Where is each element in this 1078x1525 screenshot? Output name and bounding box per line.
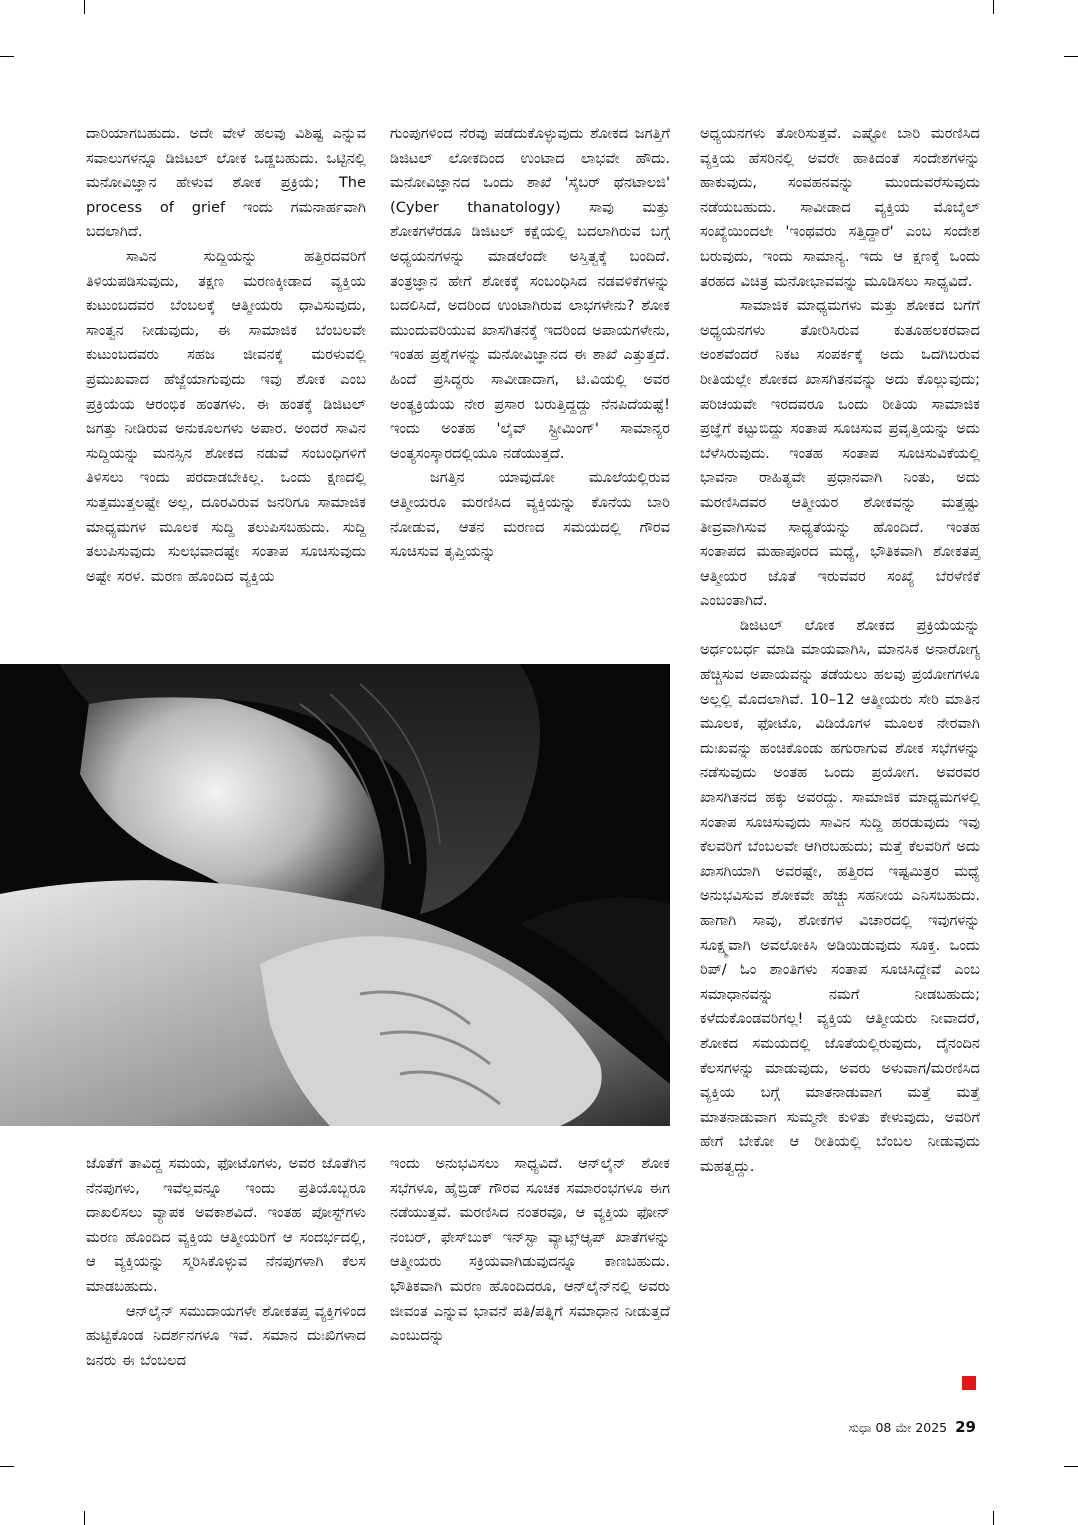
article-column-2-top (390, 122, 670, 565)
crop-mark (84, 0, 85, 14)
paragraph: ಗುಂಪುಗಳಿಂದ ನೆರವು ಪಡೆದುಕೊಳ್ಳುವುದು ಶೋಕದ ಜಗತ್ತಿಗೆ ಡಿಜಿಟಲ್ ಲೋಕದಿಂದ ಉಂಟಾದ ಲಾಭವೇ ಹೌದು. ಮನೋವಿಜ್ಞಾನದ ಒಂದು ಶಾಖೆ 'ಸೈಬರ್ ಥೆನಟಾಲಜಿ' (Cyber thanatology) ಸಾವು ಮತ್ತು ಶೋಕಗಳೆರಡೂ ಡಿಜಿಟಲ್ ಕಕ್ಷೆಯಲ್ಲಿ ಬದಲಾಗಿರುವ ಬಗ್ಗೆ ಅಧ್ಯಯನಗಳನ್ನು ಮಾಡಲೆಂದೇ ಅಸ್ತಿತ್ವಕ್ಕೆ ಬಂದಿದೆ. ತಂತ್ರಜ್ಞಾನ ಹೇಗೆ ಶೋಕಕ್ಕೆ ಸಂಬಂಧಿಸಿದ ನಡವಳಿಕೆಗಳನ್ನು ಬದಲಿಸಿದೆ, ಅದರಿಂದ ಉಂಟಾಗಿರುವ ಲಾಭಗಳೇನು? ಶೋಕ ಮುಂದುವರಿಯುವ ಖಾಸಗಿತನಕ್ಕೆ ಇದರಿಂದ ಅಪಾಯಗಳೇನು, ಇಂತಹ ಪ್ರಶ್ನೆಗಳನ್ನು ಮನೋವಿಜ್ಞಾನದ ಈ ಶಾಖೆ ಎತ್ತುತ್ತದೆ. ಹಿಂದೆ ಪ್ರಸಿದ್ಧರು ಸಾವೀಡಾದಾಗ, ಟಿ.ವಿಯಲ್ಲಿ ಅವರ ಅಂತ್ಯಕ್ರಿಯೆಯ ನೇರ ಪ್ರಸಾರ ಬರುತ್ತಿದ್ದದ್ದು ನೆನಪಿದೆಯಷ್ಟೆ! ಇಂದು ಅಂತಹ 'ಲೈವ್ ಸ್ಟ್ರೀಮಿಂಗ್' ಸಾಮಾನ್ಯರ ಅಂತ್ಯಸಂಸ್ಕಾರದಲ್ಲಿಯೂ ನಡೆಯುತ್ತದೆ. (390, 125, 670, 462)
crop-mark (1064, 1466, 1078, 1467)
article-column-3 (700, 122, 980, 1180)
paragraph: ಅಧ್ಯಯನಗಳು ತೋರಿಸುತ್ತವೆ. ಎಷ್ಟೋ ಬಾರಿ ಮರಣಿಸಿದ ವ್ಯಕ್ತಿಯ ಹೆಸರಿನಲ್ಲಿ ಅವರೇ ಹಾಕಿದಂತೆ ಸಂದೇಶಗಳನ್ನು ಹಾಕುವುದು, ಸಂವಹನವನ್ನು ಮುಂದುವರೆಸುವುದು ನಡೆಯಬಹುದು. ಸಾವೀಡಾದ ವ್ಯಕ್ತಿಯ ಮೊಬೈಲ್ ಸಂಖ್ಯೆಯಿಂದಲೇ 'ಇಂಥವರು ಸತ್ತಿದ್ದಾರೆ' ಎಂಬ ಸಂದೇಶ ಬರುವುದು, ಇಂದು ಸಾಮಾನ್ಯ. ಇದು ಆ ಕ್ಷಣಕ್ಕೆ ಒಂದು ತರಹದ ವಿಚಿತ್ರ ಮನೋಭಾವವನ್ನು ಮೂಡಿಸಲು ಸಾಧ್ಯವಿದೆ. (700, 125, 980, 290)
crop-mark (993, 0, 994, 14)
paragraph: ಸಾವಿನ ಸುದ್ದಿಯನ್ನು ಹತ್ತಿರದವರಿಗೆ ತಿಳಿಯಪಡಿಸುವುದು, ತಕ್ಷಣ ಮರಣಕ್ಕೀಡಾದ ವ್ಯಕ್ತಿಯ ಕುಟುಂಬದವರ ಬೆಂಬಲಕ್ಕೆ ಆತ್ಮೀಯರು ಧಾವಿಸುವುದು, ಸಾಂತ್ವನ ನೀಡುವುದು, ಈ ಸಾಮಾಜಿಕ ಬೆಂಬಲವೇ ಕುಟುಂಬದವರು ಸಹಜ ಜೀವನಕ್ಕೆ ಮರಳುವಲ್ಲಿ ಪ್ರಮುಖವಾದ ಹೆಜ್ಜೆಯಾಗುವುದು ಇವು ಶೋಕ ಎಂಬ ಪ್ರಕ್ರಿಯೆಯ ಆರಂಭಿಕ ಹಂತಗಳು. ಈ ಹಂತಕ್ಕೆ ಡಿಜಿಟಲ್ ಜಗತ್ತು ನೀಡಿರುವ ಅನುಕೂಲಗಳು ಅಪಾರ. ಅಂದರೆ ಸಾವಿನ ಸುದ್ದಿಯನ್ನು ಮನಸ್ಸಿನ ಶೋಕದ ನಡುವೆ ಸಂಬಂಧಿಗಳಿಗೆ ತಿಳಿಸಲು ಇಂದು ಪರದಾಡಬೇಕಿಲ್ಲ. ಒಂದು ಕ್ಷಣದಲ್ಲಿ ಸುತ್ತಮುತ್ತಲಷ್ಟೇ ಅಲ್ಲ, ದೂರವಿರುವ ಜನರಿಗೂ ಸಾಮಾಜಿಕ ಮಾಧ್ಯಮಗಳ ಮೂಲಕ ಸುದ್ದಿ ತಲುಪಿಸಬಹುದು. ಸುದ್ದಿ ತಲುಪಿಸುವುದು ಸುಲಭವಾದಷ್ಟೇ ಸಂತಾಪ ಸೂಚಿಸುವುದು ಅಷ್ಟೇ ಸರಳ. ಮರಣ ಹೊಂದಿದ ವ್ಯಕ್ತಿಯ (86, 247, 366, 585)
paragraph: ಡಿಜಿಟಲ್ ಲೋಕ ಶೋಕದ ಪ್ರಕ್ರಿಯೆಯನ್ನು ಅರ್ಧಂಬರ್ಧ ಮಾಡಿ ಮಾಯವಾಗಿಸಿ, ಮಾನಸಿಕ ಅನಾರೋಗ್ಯ ಹೆಚ್ಚಿಸುವ ಅಪಾಯವನ್ನು ತಡೆಯಲು ಹಲವು ಪ್ರಯೋಗಗಳೂ ಅಲ್ಲಲ್ಲಿ ಮೊದಲಾಗಿವೆ. 10–12 ಆತ್ಮೀಯರು ಸೇರಿ ಮಾತಿನ ಮೂಲಕ, ಫೋಟೊ, ವಿಡಿಯೊಗಳ ಮೂಲಕ ನೇರವಾಗಿ ದುಃಖವನ್ನು ಹಂಚಿಕೊಂಡು ಹಗುರಾಗುವ ಶೋಕ ಸಭೆಗಳನ್ನು ನಡೆಸುವುದು ಅಂತಹ ಒಂದು ಪ್ರಯೋಗ. ಅವರವರ ಖಾಸಗಿತನದ ಹಕ್ಕು ಅವರದ್ದು. ಸಾಮಾಜಿಕ ಮಾಧ್ಯಮಗಳಲ್ಲಿ ಸಂತಾಪ ಸೂಚಿಸುವುದು ಸಾವಿನ ಸುದ್ದಿ ಹರಡುವುದು ಇವು ಕೆಲವರಿಗೆ ಬೆಂಬಲವೇ ಆಗಿರಬಹುದು; ಮತ್ತೆ ಕೆಲವರಿಗೆ ಅದು ಖಾಸಗಿಯಾಗಿ ಅವರಷ್ಟೇ, ಹತ್ತಿರದ ಇಷ್ಟಮಿತ್ರರ ಮಧ್ಯೆ ಅನುಭವಿಸುವ ಶೋಕವೇ ಹೆಚ್ಚು ಸಹನೀಯ ಎನಿಸಬಹುದು. ಹಾಗಾಗಿ ಸಾವು, ಶೋಕಗಳ ವಿಚಾರದಲ್ಲಿ ಇವುಗಳನ್ನು ಸೂಕ್ಷ್ಮವಾಗಿ ಅವಲೋಕಿಸಿ ಅಡಿಯಿಡುವುದು ಸೂಕ್ತ. ಒಂದು ರಿಪ್/ ಓಂ ಶಾಂತಿಗಳು ಸಂತಾಪ ಸೂಚಿಸಿದ್ದೇವೆ ಎಂಬ ಸಮಾಧಾನವನ್ನು ನಮಗೆ ನೀಡಬಹುದು; ಕಳೆದುಕೊಂಡವರಿಗಲ್ಲ! ವ್ಯಕ್ತಿಯ ಆತ್ಮೀಯರು ನೀವಾದರೆ, ಶೋಕದ ಸಮಯದಲ್ಲಿ ಜೊತೆಯಲ್ಲಿರುವುದು, ದೈನಂದಿನ ಕೆಲಸಗಳನ್ನು ಮಾಡುವುದು, ಅವರು ಅಳುವಾಗ/ಮರಣಿಸಿದ ವ್ಯಕ್ತಿಯ ಬಗ್ಗೆ ಮಾತನಾಡುವಾಗ ಮತ್ತೆ ಮತ್ತೆ ಮಾತನಾಡುವಾಗ ಸುಮ್ಮನೇ ಕುಳಿತು ಕೇಳುವುದು, ಅವರಿಗೆ ಹೇಗೆ ಬೇಕೋ ಆ ರೀತಿಯಲ್ಲಿ ಬೆಂಬಲ ನೀಡುವುದು ಮಹತ್ವದ್ದು. (700, 616, 980, 1175)
magazine-name: ಸುಧಾ (848, 1420, 872, 1435)
page-number: 29 (955, 1418, 976, 1436)
crop-mark (993, 1511, 994, 1525)
paragraph: ದಾರಿಯಾಗಬಹುದು. ಅದೇ ವೇಳೆ ಹಲವು ವಿಶಿಷ್ಟ ಎನ್ನುವ ಸವಾಲುಗಳನ್ನೂ ಡಿಜಿಟಲ್ ಲೋಕ ಒಡ್ಡಬಹುದು. ಒಟ್ಟಿನಲ್ಲಿ ಮನೋವಿಜ್ಞಾನ ಹೇಳುವ ಶೋಕ ಪ್ರಕ್ರಿಯೆ; The process of grief ಇಂದು ಗಮನಾರ್ಹವಾಗಿ ಬದಲಾಗಿದೆ. (86, 125, 366, 241)
paragraph: ಜಗತ್ತಿನ ಯಾವುದೋ ಮೂಲೆಯಲ್ಲಿರುವ ಆತ್ಮೀಯರೂ ಮರಣಿಸಿದ ವ್ಯಕ್ತಿಯನ್ನು ಕೊನೆಯ ಬಾರಿ ನೋಡುವ, ಆತನ ಮರಣದ ಸಮಯದಲ್ಲಿ ಗೌರವ ಸೂಚಿಸುವ ತೃಪ್ತಿಯನ್ನು (390, 469, 670, 561)
crop-mark (84, 1511, 85, 1525)
grief-photo (0, 664, 670, 1126)
page-folio (820, 1418, 976, 1436)
article-column-1-bottom (86, 1152, 366, 1373)
issue-date: 08 ಮೇ 2025 (875, 1420, 948, 1435)
grieving-person-image (0, 664, 670, 1126)
paragraph: ಜೊತೆಗೆ ತಾವಿದ್ದ ಸಮಯ, ಫೋಟೊಗಳು, ಅವರ ಜೊತೆಗಿನ ನೆನಪುಗಳು, ಇವೆಲ್ಲವನ್ನೂ ಇಂದು ಪ್ರತಿಯೊಬ್ಬರೂ ದಾಖಲಿಸಲು ವ್ಯಾಪಕ ಅವಕಾಶವಿದೆ. ಇಂತಹ ಪೋಸ್ಟ್‌ಗಳು ಮರಣ ಹೊಂದಿದ ವ್ಯಕ್ತಿಯ ಆತ್ಮೀಯರಿಗೆ ಆ ಸಂದರ್ಭದಲ್ಲಿ, ಆ ವ್ಯಕ್ತಿಯನ್ನು ಸ್ಮರಿಸಿಕೊಳ್ಳುವ ನೆನಪುಗಳಾಗಿ ಕೆಲಸ ಮಾಡಬಹುದು. (86, 1155, 366, 1295)
paragraph: ಇಂದು ಅನುಭವಿಸಲು ಸಾಧ್ಯವಿದೆ. ಆನ್‌ಲೈನ್ ಶೋಕ ಸಭೆಗಳೂ, ಹೈಬ್ರಿಡ್ ಗೌರವ ಸೂಚಕ ಸಮಾರಂಭಗಳೂ ಈಗ ನಡೆಯುತ್ತವೆ. ಮರಣಿಸಿದ ನಂತರವೂ, ಆ ವ್ಯಕ್ತಿಯ ಫೋನ್ ನಂಬರ್, ಫೇಸ್‌ಬುಕ್ ಇನ್‌ಸ್ಟಾ ವ್ಯಾಟ್ಸ್‌ಆ್ಯಪ್ ಖಾತೆಗಳನ್ನು ಆತ್ಮೀಯರು ಸಕ್ರಿಯವಾಗಿಡುವುದನ್ನೂ ಕಾಣಬಹುದು. ಭೌತಿಕವಾಗಿ ಮರಣ ಹೊಂದಿದರೂ, ಆನ್‌ಲೈನ್‌ನಲ್ಲಿ ಅವರು ಜೀವಂತ ಎನ್ನುವ ಭಾವನೆ ಪತಿ/ಪತ್ನಿಗೆ ಸಮಾಧಾನ ನೀಡುತ್ತದೆ ಎಂಬುದನ್ನು (390, 1155, 670, 1345)
crop-mark (0, 56, 14, 57)
article-column-1-top (86, 122, 366, 589)
article-column-2-bottom (390, 1152, 670, 1349)
crop-mark (1064, 56, 1078, 57)
paragraph: ಸಾಮಾಜಿಕ ಮಾಧ್ಯಮಗಳು ಮತ್ತು ಶೋಕದ ಬಗೆಗೆ ಅಧ್ಯಯನಗಳು ತೋರಿಸಿರುವ ಕುತೂಹಲಕರವಾದ ಅಂಶವೆಂದರೆ ನಿಕಟ ಸಂಪರ್ಕಕ್ಕೆ ಅದು ಒದಗಿಬರುವ ರೀತಿಯಲ್ಲೇ ಶೋಕದ ಖಾಸಗಿತನವನ್ನು ಅದು ಕೊಲ್ಲುವುದು; ಪರಿಚಯವೇ ಇರದವರೂ ಒಂದು ರೀತಿಯ ಸಾಮಾಜಿಕ ಪ್ರಜ್ಞೆಗೆ ಕಟ್ಟುಬಿದ್ದು ಸಂತಾಪ ಸೂಚಿಸುವ ಪ್ರವೃತ್ತಿಯನ್ನು ಅದು ಬೆಳೆಸಿರುವುದು. ಇಂತಹ ಸಂತಾಪ ಸೂಚಿಸುವಿಕೆಯಲ್ಲಿ ಭಾವನಾ ರಾಹಿತ್ಯವೇ ಪ್ರಧಾನವಾಗಿ ನಿಂತು, ಅದು ಮರಣಿಸಿದವರ ಆತ್ಮೀಯರ ಶೋಕವನ್ನು ಮತ್ತಷ್ಟು ತೀವ್ರವಾಗಿಸುವ ಸಾಧ್ಯತೆಯನ್ನು ಹೊಂದಿದೆ. ಇಂತಹ ಸಂತಾಪದ ಮಹಾಪೂರದ ಮಧ್ಯೆ, ಭೌತಿಕವಾಗಿ ಶೋಕತಪ್ತ ಆತ್ಮೀಯರ ಜೊತೆ ಇರುವವರ ಸಂಖ್ಯೆ ಬೆರಳೆಣಿಕೆ ಎಂಬಂತಾಗಿದೆ. (700, 297, 980, 610)
end-of-article-mark (962, 1376, 976, 1390)
crop-mark (0, 1466, 14, 1467)
paragraph: ಆನ್‌ಲೈನ್ ಸಮುದಾಯಗಳೇ ಶೋಕತಪ್ತ ವ್ಯಕ್ತಿಗಳಿಂದ ಹುಟ್ಟಿಕೊಂಡ ನಿದರ್ಶನಗಳೂ ಇವೆ. ಸಮಾನ ದುಃಖಿಗಳಾದ ಜನರು ಈ ಬೆಂಬಲದ (86, 1302, 366, 1369)
